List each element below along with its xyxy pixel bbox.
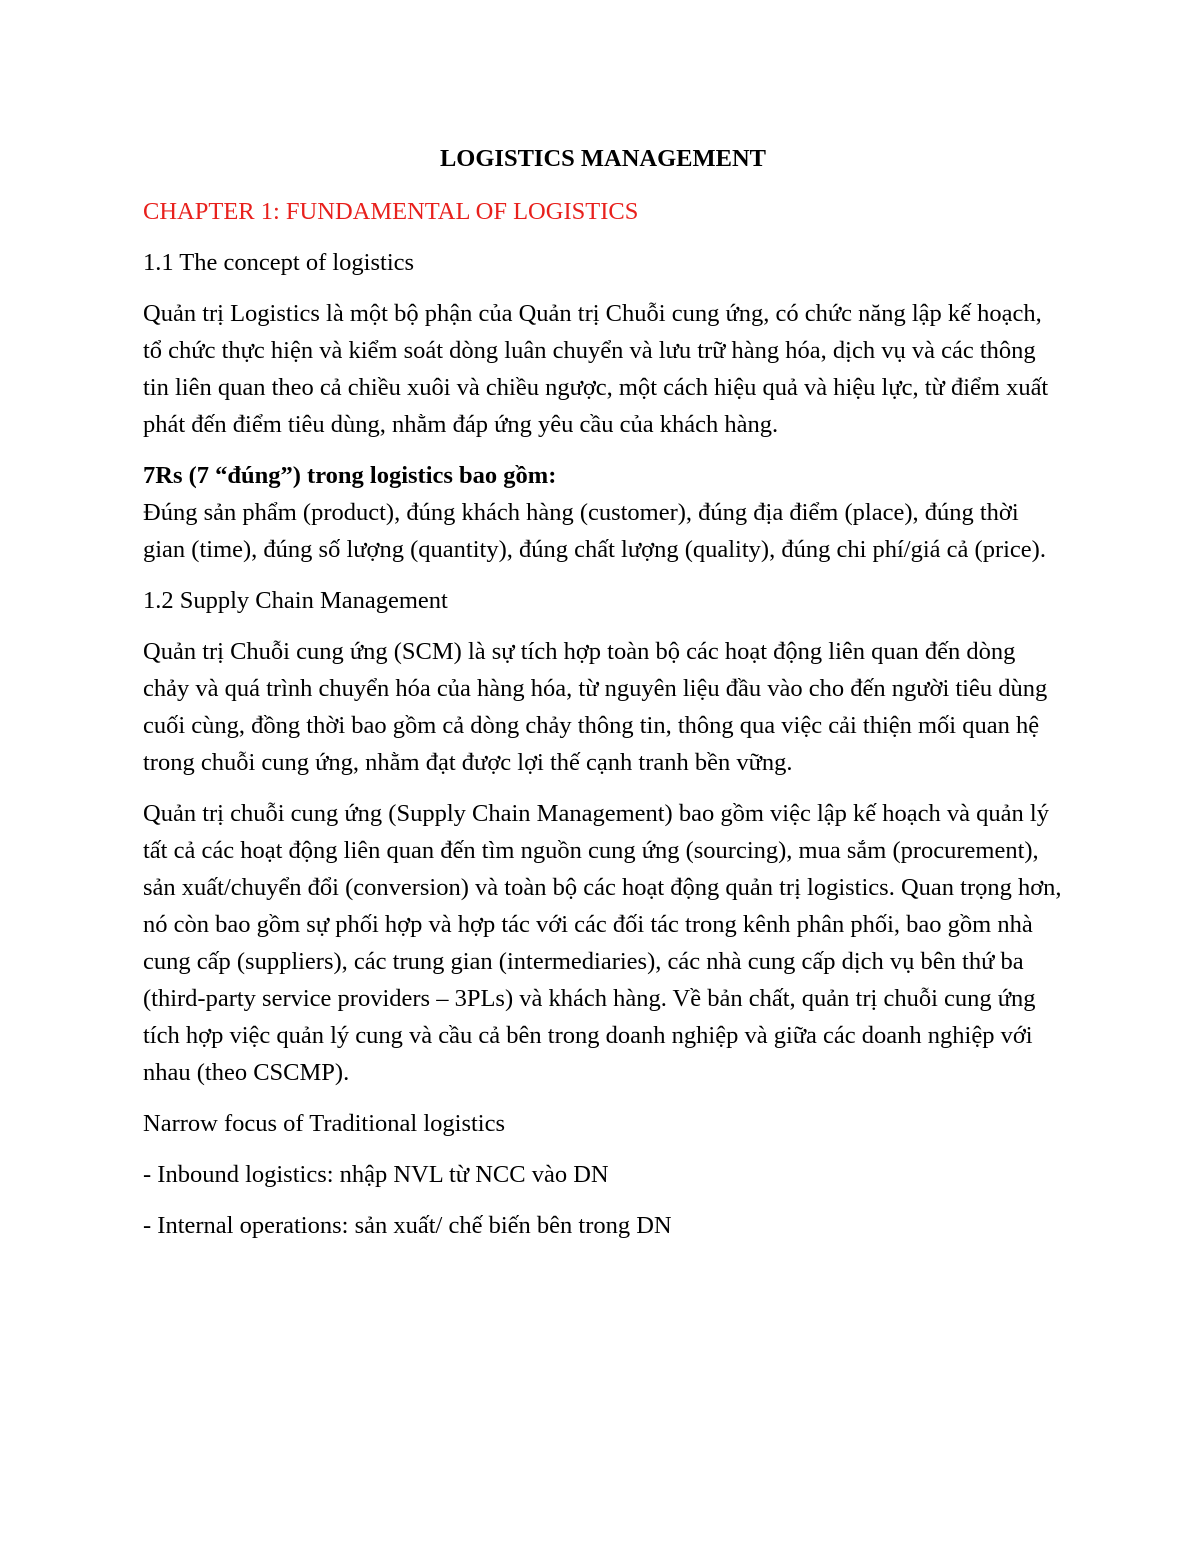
paragraph-logistics-concept: Quản trị Logistics là một bộ phận của Quản trị Chuỗi cung ứng, có chức năng lập kế hoạch, tổ chức thực hiện và kiểm soát dòng luân chuyển và lưu trữ hàng hóa, dịch vụ và các thông tin liên quan theo cả chiều xuôi và chiều ngược, một cách hiệu quả và hiệu lực, từ điểm xuất phát đến điểm tiêu dùng, nhằm đáp ứng yêu cầu của khách hàng. [143, 300, 1049, 438]
narrow-focus-heading: Narrow focus of Traditional logistics [143, 1110, 506, 1137]
list-item: - Inbound logistics: nhập NVL từ NCC vào DN [143, 1161, 609, 1188]
list-item: - Internal operations: sản xuất/ chế biến bên trong DN [143, 1212, 672, 1239]
seven-rs-body: Đúng sản phẩm (product), đúng khách hàng (customer), đúng địa điểm (place), đúng thời gian (time), đúng số lượng (quantity), đúng chất lượng (quality), đúng chi phí/giá cả (price). [143, 499, 1046, 563]
document-title: LOGISTICS MANAGEMENT [439, 145, 767, 172]
section-heading-1-2: 1.2 Supply Chain Management [143, 587, 448, 614]
section-heading-1-1: 1.1 The concept of logistics [143, 249, 415, 276]
paragraph-scm-scope: Quản trị chuỗi cung ứng (Supply Chain Management) bao gồm việc lập kế hoạch và quản lý tất cả các hoạt động liên quan đến tìm nguồn cung ứng (sourcing), mua sắm (procurement), sản xuất/chuyển đổi (conversion) và toàn bộ các hoạt động quản trị logistics. Quan trọng hơn, nó còn bao gồm sự phối hợp và hợp tác với các đối tác trong kênh phân phối, bao gồm nhà cung cấp (suppliers), các trung gian (intermediaries), các nhà cung cấp dịch vụ bên thứ ba (third-party service providers – 3PLs) và khách hàng. Về bản chất, quản trị chuỗi cung ứng tích hợp việc quản lý cung và cầu cả bên trong doanh nghiệp và giữa các doanh nghiệp với nhau (theo CSCMP). [143, 800, 1062, 1086]
chapter-heading: CHAPTER 1: FUNDAMENTAL OF LOGISTICS [143, 198, 639, 225]
seven-rs-heading: 7Rs (7 “đúng”) trong logistics bao gồm: [143, 462, 557, 489]
paragraph-scm-definition: Quản trị Chuỗi cung ứng (SCM) là sự tích hợp toàn bộ các hoạt động liên quan đến dòng chảy và quá trình chuyển hóa của hàng hóa, từ nguyên liệu đầu vào cho đến người tiêu dùng cuối cùng, đồng thời bao gồm cả dòng chảy thông tin, thông qua việc cải thiện mối quan hệ trong chuỗi cung ứng, nhằm đạt được lợi thế cạnh tranh bền vững. [143, 638, 1048, 776]
document-body [143, 140, 1063, 1258]
